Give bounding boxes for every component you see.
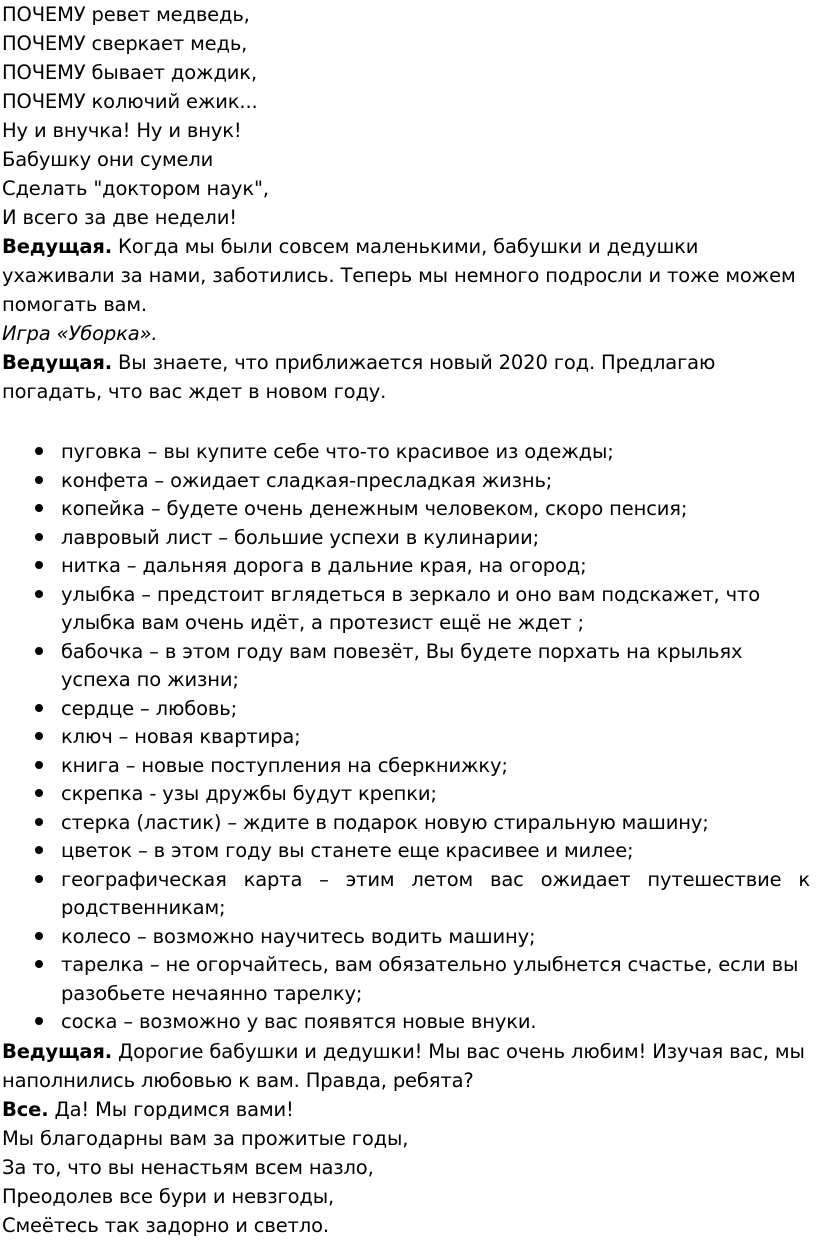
bullet-icon xyxy=(34,638,44,667)
bullet-icon xyxy=(34,752,44,781)
poem-line: За то, что вы ненастьям всем назло, xyxy=(2,1155,374,1179)
poem-line: Мы благодарны вам за прожитые годы, xyxy=(2,1126,409,1150)
host-paragraph-3 xyxy=(2,1037,810,1095)
bullet-icon xyxy=(34,695,44,724)
bullet-icon xyxy=(34,951,44,980)
speaker-label: Ведущая. xyxy=(2,351,112,374)
poem-line: ПОЧЕМУ сверкает медь, xyxy=(2,32,248,55)
game-title: Игра «Уборка». xyxy=(2,322,158,345)
bullet-icon xyxy=(34,837,44,866)
blank-line xyxy=(2,406,810,438)
poem-line: Преодолев все бури и невзгоды, xyxy=(2,1184,334,1208)
paragraph-text: Да! Мы гордимся вами! xyxy=(48,1097,294,1121)
list-item: скрепка - узы дружбы будут крепки; xyxy=(2,780,810,809)
poem-line: ПОЧЕМУ бывает дождик, xyxy=(2,61,257,84)
list-item: ключ – новая квартира; xyxy=(2,723,810,752)
bullet-icon xyxy=(34,866,44,895)
host-paragraph-1 xyxy=(2,232,810,319)
list-item: стерка (ластик) – ждите в подарок новую стиральную машину; xyxy=(2,809,810,838)
list-item: копейка – будете очень денежным человеком, скоро пенсия; xyxy=(2,495,810,524)
poem-bottom xyxy=(2,1124,810,1240)
list-item: улыбка – предстоит вглядеться в зеркало и оно вам подскажет, что улыбка вам очень идёт, а протезист ещё не ждет ; xyxy=(2,581,810,638)
list-item: цветок – в этом году вы станете еще красивее и милее; xyxy=(2,837,810,866)
paragraph-text: Вы знаете, что приближается новый 2020 год. Предлагаю погадать, что вас ждет в новом году. xyxy=(2,351,716,403)
paragraph-text: Когда мы были совсем маленькими, бабушки и дедушки ухаживали за нами, заботились. Теперь мы немного подросли и тоже можем помогать вам. xyxy=(2,235,796,316)
paragraph-text: Дорогие бабушки и дедушки! Мы вас очень любим! Изучая вас, мы наполнились любовью к вам. Правда, ребята? xyxy=(2,1039,805,1092)
bullet-icon xyxy=(34,524,44,553)
speaker-label: Все. xyxy=(2,1097,49,1121)
list-item: нитка – дальняя дорога в дальние края, на огород; xyxy=(2,552,810,581)
host-paragraph-2 xyxy=(2,348,810,406)
poem-line: Ну и внучка! Ну и внук! xyxy=(2,119,242,142)
bullet-icon xyxy=(34,723,44,752)
list-item: соска – возможно у вас появятся новые внуки. xyxy=(2,1008,810,1037)
speaker-label: Ведущая. xyxy=(2,235,112,258)
bullet-icon xyxy=(34,467,44,496)
bullet-icon xyxy=(34,780,44,809)
bullet-icon xyxy=(34,581,44,610)
poem-line: Бабушку они сумели xyxy=(2,148,214,171)
list-item: тарелка – не огорчайтесь, вам обязательно улыбнется счастье, если вы разобьете нечаянно тарелку; xyxy=(2,951,810,1008)
list-item: географическая карта – этим летом вас ожидает путешествие к родственникам; xyxy=(2,866,810,923)
speaker-label: Ведущая. xyxy=(2,1039,112,1063)
bullet-icon xyxy=(34,495,44,524)
poem-line: И всего за две недели! xyxy=(2,206,237,229)
all-paragraph xyxy=(2,1095,810,1124)
poem-line: Сделать "доктором наук", xyxy=(2,177,269,200)
fortune-list xyxy=(2,438,810,1037)
list-item: колесо – возможно научитесь водить машину; xyxy=(2,923,810,952)
list-item: лавровый лист – большие успехи в кулинарии; xyxy=(2,524,810,553)
list-item: пуговка – вы купите себе что-то красивое из одежды; xyxy=(2,438,810,467)
poem-line: Смеётесь так задорно и светло. xyxy=(2,1213,329,1237)
bullet-icon xyxy=(34,809,44,838)
list-item: конфета – ожидает сладкая-пресладкая жизнь; xyxy=(2,467,810,496)
list-item: сердце – любовь; xyxy=(2,695,810,724)
bullet-icon xyxy=(34,923,44,952)
bullet-icon xyxy=(34,552,44,581)
poem-line: ПОЧЕМУ ревет медведь, xyxy=(2,3,250,26)
poem-line: ПОЧЕМУ колючий ежик... xyxy=(2,90,258,113)
bullet-icon xyxy=(34,1008,44,1037)
poem-top xyxy=(2,0,810,232)
list-item: бабочка – в этом году вам повезёт, Вы будете порхать на крыльях успеха по жизни; xyxy=(2,638,810,695)
list-item: книга – новые поступления на сберкнижку; xyxy=(2,752,810,781)
bullet-icon xyxy=(34,438,44,467)
